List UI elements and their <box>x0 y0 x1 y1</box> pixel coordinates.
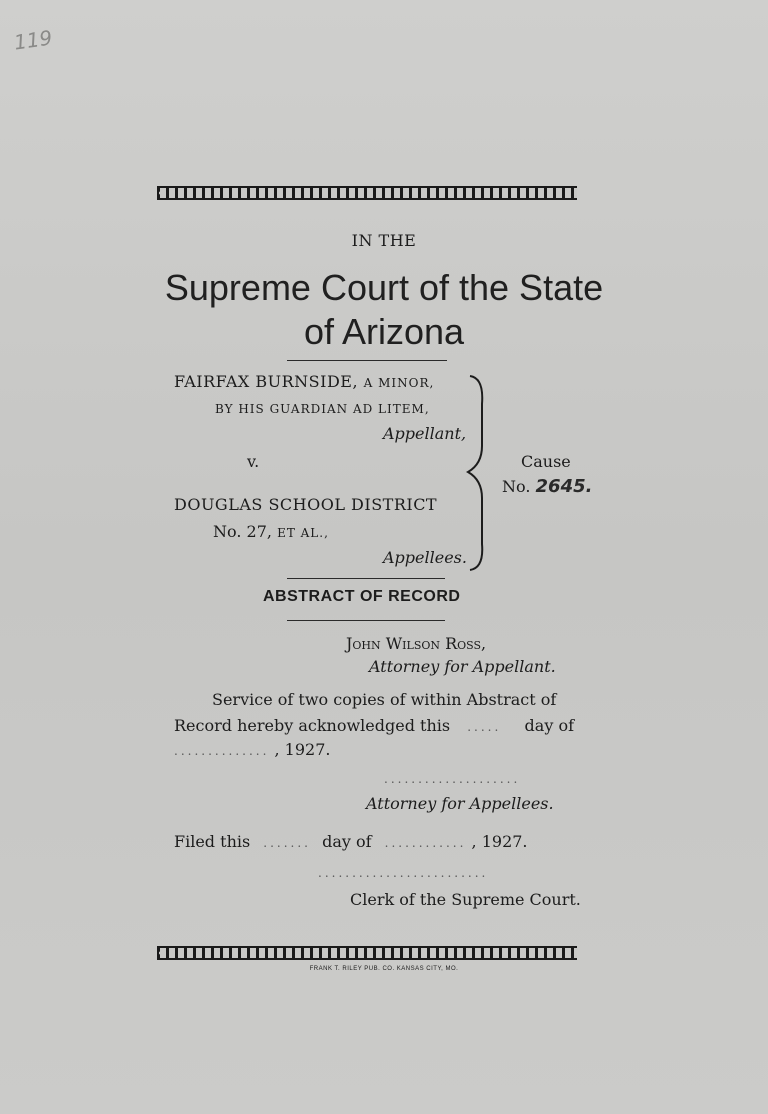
appellee-name: DOUGLAS SCHOOL DISTRICT <box>174 495 438 514</box>
appellees-attorney-role: Attorney for Appellees. <box>366 794 554 813</box>
appellant-name: FAIRFAX BURNSIDE, <box>174 372 359 391</box>
filed-label: Filed this <box>174 832 251 851</box>
case-brace <box>462 374 492 572</box>
service-month-blank: .............. <box>174 744 270 758</box>
versus: v. <box>247 452 260 471</box>
service-day-of: day of <box>524 716 574 735</box>
guardian-line: BY HIS GUARDIAN AD LITEM, <box>215 402 430 416</box>
pencil-annotation: 119 <box>12 25 54 55</box>
document-type-rule <box>287 620 445 621</box>
court-title-line2: of Arizona <box>303 311 465 352</box>
appellant-role: Appellant, <box>383 424 467 443</box>
appellee-role: Appellees. <box>383 548 467 567</box>
appellee-etal: ET AL., <box>277 526 329 540</box>
filed-year: , 1927. <box>471 832 528 851</box>
document-type: ABSTRACT OF RECORD <box>263 588 461 605</box>
attorney-role: Attorney for Appellant. <box>369 657 556 676</box>
cause-label: Cause <box>521 452 571 471</box>
appellee-line <box>213 522 329 541</box>
title-rule <box>287 360 447 361</box>
service-acknowledged: Record hereby acknowledged this <box>174 716 451 735</box>
appellee-number: No. 27, <box>213 522 272 541</box>
service-line2 <box>174 716 574 735</box>
service-year: , 1927. <box>274 740 331 759</box>
clerk-role: Clerk of the Supreme Court. <box>350 890 581 909</box>
filed-day-blank: ....... <box>263 836 311 850</box>
cause-number-line <box>502 476 592 497</box>
attorney-name: John Wilson Ross, <box>346 634 487 653</box>
appellant-line <box>174 372 434 391</box>
service-day-blank: ..... <box>467 720 502 734</box>
filed-line <box>174 832 574 851</box>
bottom-ornamental-border <box>157 946 577 960</box>
cause-no-handwritten: 2645. <box>535 476 593 497</box>
service-line1: Service of two copies of within Abstract of <box>212 690 557 709</box>
appellees-signature-line: .................... <box>384 772 521 786</box>
filed-day-of: day of <box>322 832 372 851</box>
in-the-heading: IN THE <box>351 231 417 250</box>
filed-month-blank: ............ <box>384 836 467 850</box>
printer-imprint: FRANK T. RILEY PUB. CO. KANSAS CITY, MO. <box>309 966 459 972</box>
appellant-minor: A MINOR, <box>363 376 435 390</box>
clerk-signature-line: ......................... <box>318 866 489 880</box>
service-line3 <box>174 740 330 759</box>
court-title-line1: Supreme Court of the State <box>164 267 604 308</box>
cause-no-label: No. <box>502 477 531 496</box>
case-rule <box>287 578 445 579</box>
top-ornamental-border <box>157 186 577 200</box>
